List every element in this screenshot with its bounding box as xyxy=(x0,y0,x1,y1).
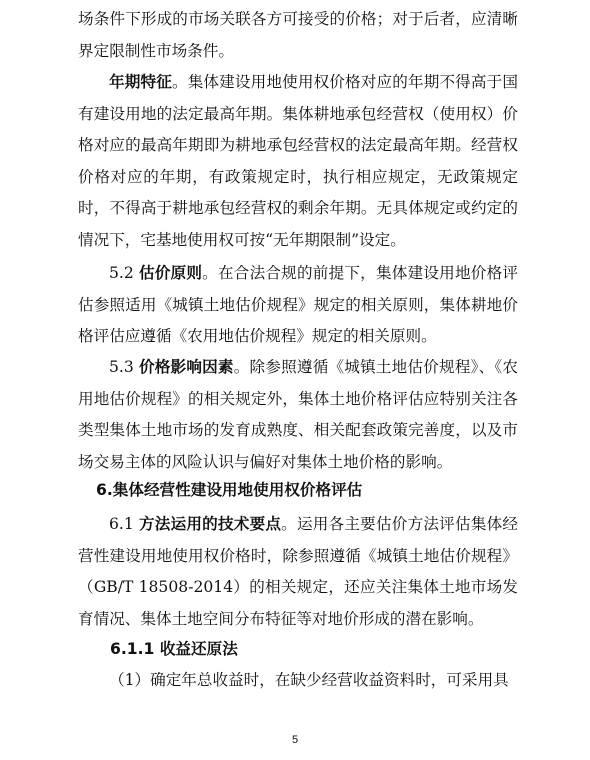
paragraph-lead: 方法运用的技术要点 xyxy=(138,515,282,533)
paragraph-6-1 xyxy=(78,509,518,635)
paragraph-text: 。运用各主要估价方法评估集体经营性建设用地使用权价格时，除参照遵循《城镇土地估价规程》（GB/T 18508-2014）的相关规定，还应关注集体土地市场发育情况、集体土地空间分布特征等对地价形成的潜在影响。 xyxy=(78,515,518,628)
section-number: 5.3 xyxy=(109,358,139,376)
section-number: 6.1 xyxy=(109,515,139,533)
page-number: 5 xyxy=(291,734,299,746)
paragraph-text: 场条件下形成的市场关联各方可接受的价格；对于后者，应清晰界定限制性市场条件。 xyxy=(78,10,518,60)
paragraph-5-3 xyxy=(78,352,518,478)
paragraph-text: 。集体建设用地使用权价格对应的年期不得高于国有建设用地的法定最高年期。集体耕地承包经营权（使用权）价格对应的最高年期即为耕地承包经营权的法定最高年期。经营权价格对应的年期，有政策规定时，执行相应规定，无政策规定时，不得高于耕地承包经营权的剩余年期。无具体规定或约定的情况下，宅基地使用权可按“无年期限制”设定。 xyxy=(78,73,518,249)
paragraph-lead: 价格影响因素 xyxy=(138,358,234,376)
paragraph-lead: 年期特征 xyxy=(109,73,172,91)
paragraph-market-conditions xyxy=(78,4,518,67)
paragraph-text: 。在合法合规的前提下，集体建设用地价格评估参照适用《城镇土地估价规程》规定的相关原则，集体耕地价格评估应遵循《农用地估价规程》规定的相关原则。 xyxy=(78,264,518,346)
paragraph-income-item-1 xyxy=(78,665,518,697)
paragraph-5-2 xyxy=(78,258,518,353)
paragraph-text: 。除参照遵循《城镇土地估价规程》、《农用地估价规程》的相关规定外，集体土地价格评估应特别关注各类型集体土地市场的发育成熟度、相关配套政策完善度，以及市场交易主体的风险认识与偏好对集体土地价格的影响。 xyxy=(78,358,518,471)
paragraph-lead: 估价原则 xyxy=(138,264,203,282)
paragraph-text: （1）确定年总收益时，在缺少经营收益资料时，可采用具 xyxy=(109,671,509,689)
subsection-heading-6-1-1: 6.1.1 收益还原法 xyxy=(110,640,238,658)
section-number: 5.2 xyxy=(109,264,139,282)
paragraph-term-features xyxy=(78,67,518,257)
section-heading-6: 6.集体经营性建设用地使用权价格评估 xyxy=(96,481,363,499)
